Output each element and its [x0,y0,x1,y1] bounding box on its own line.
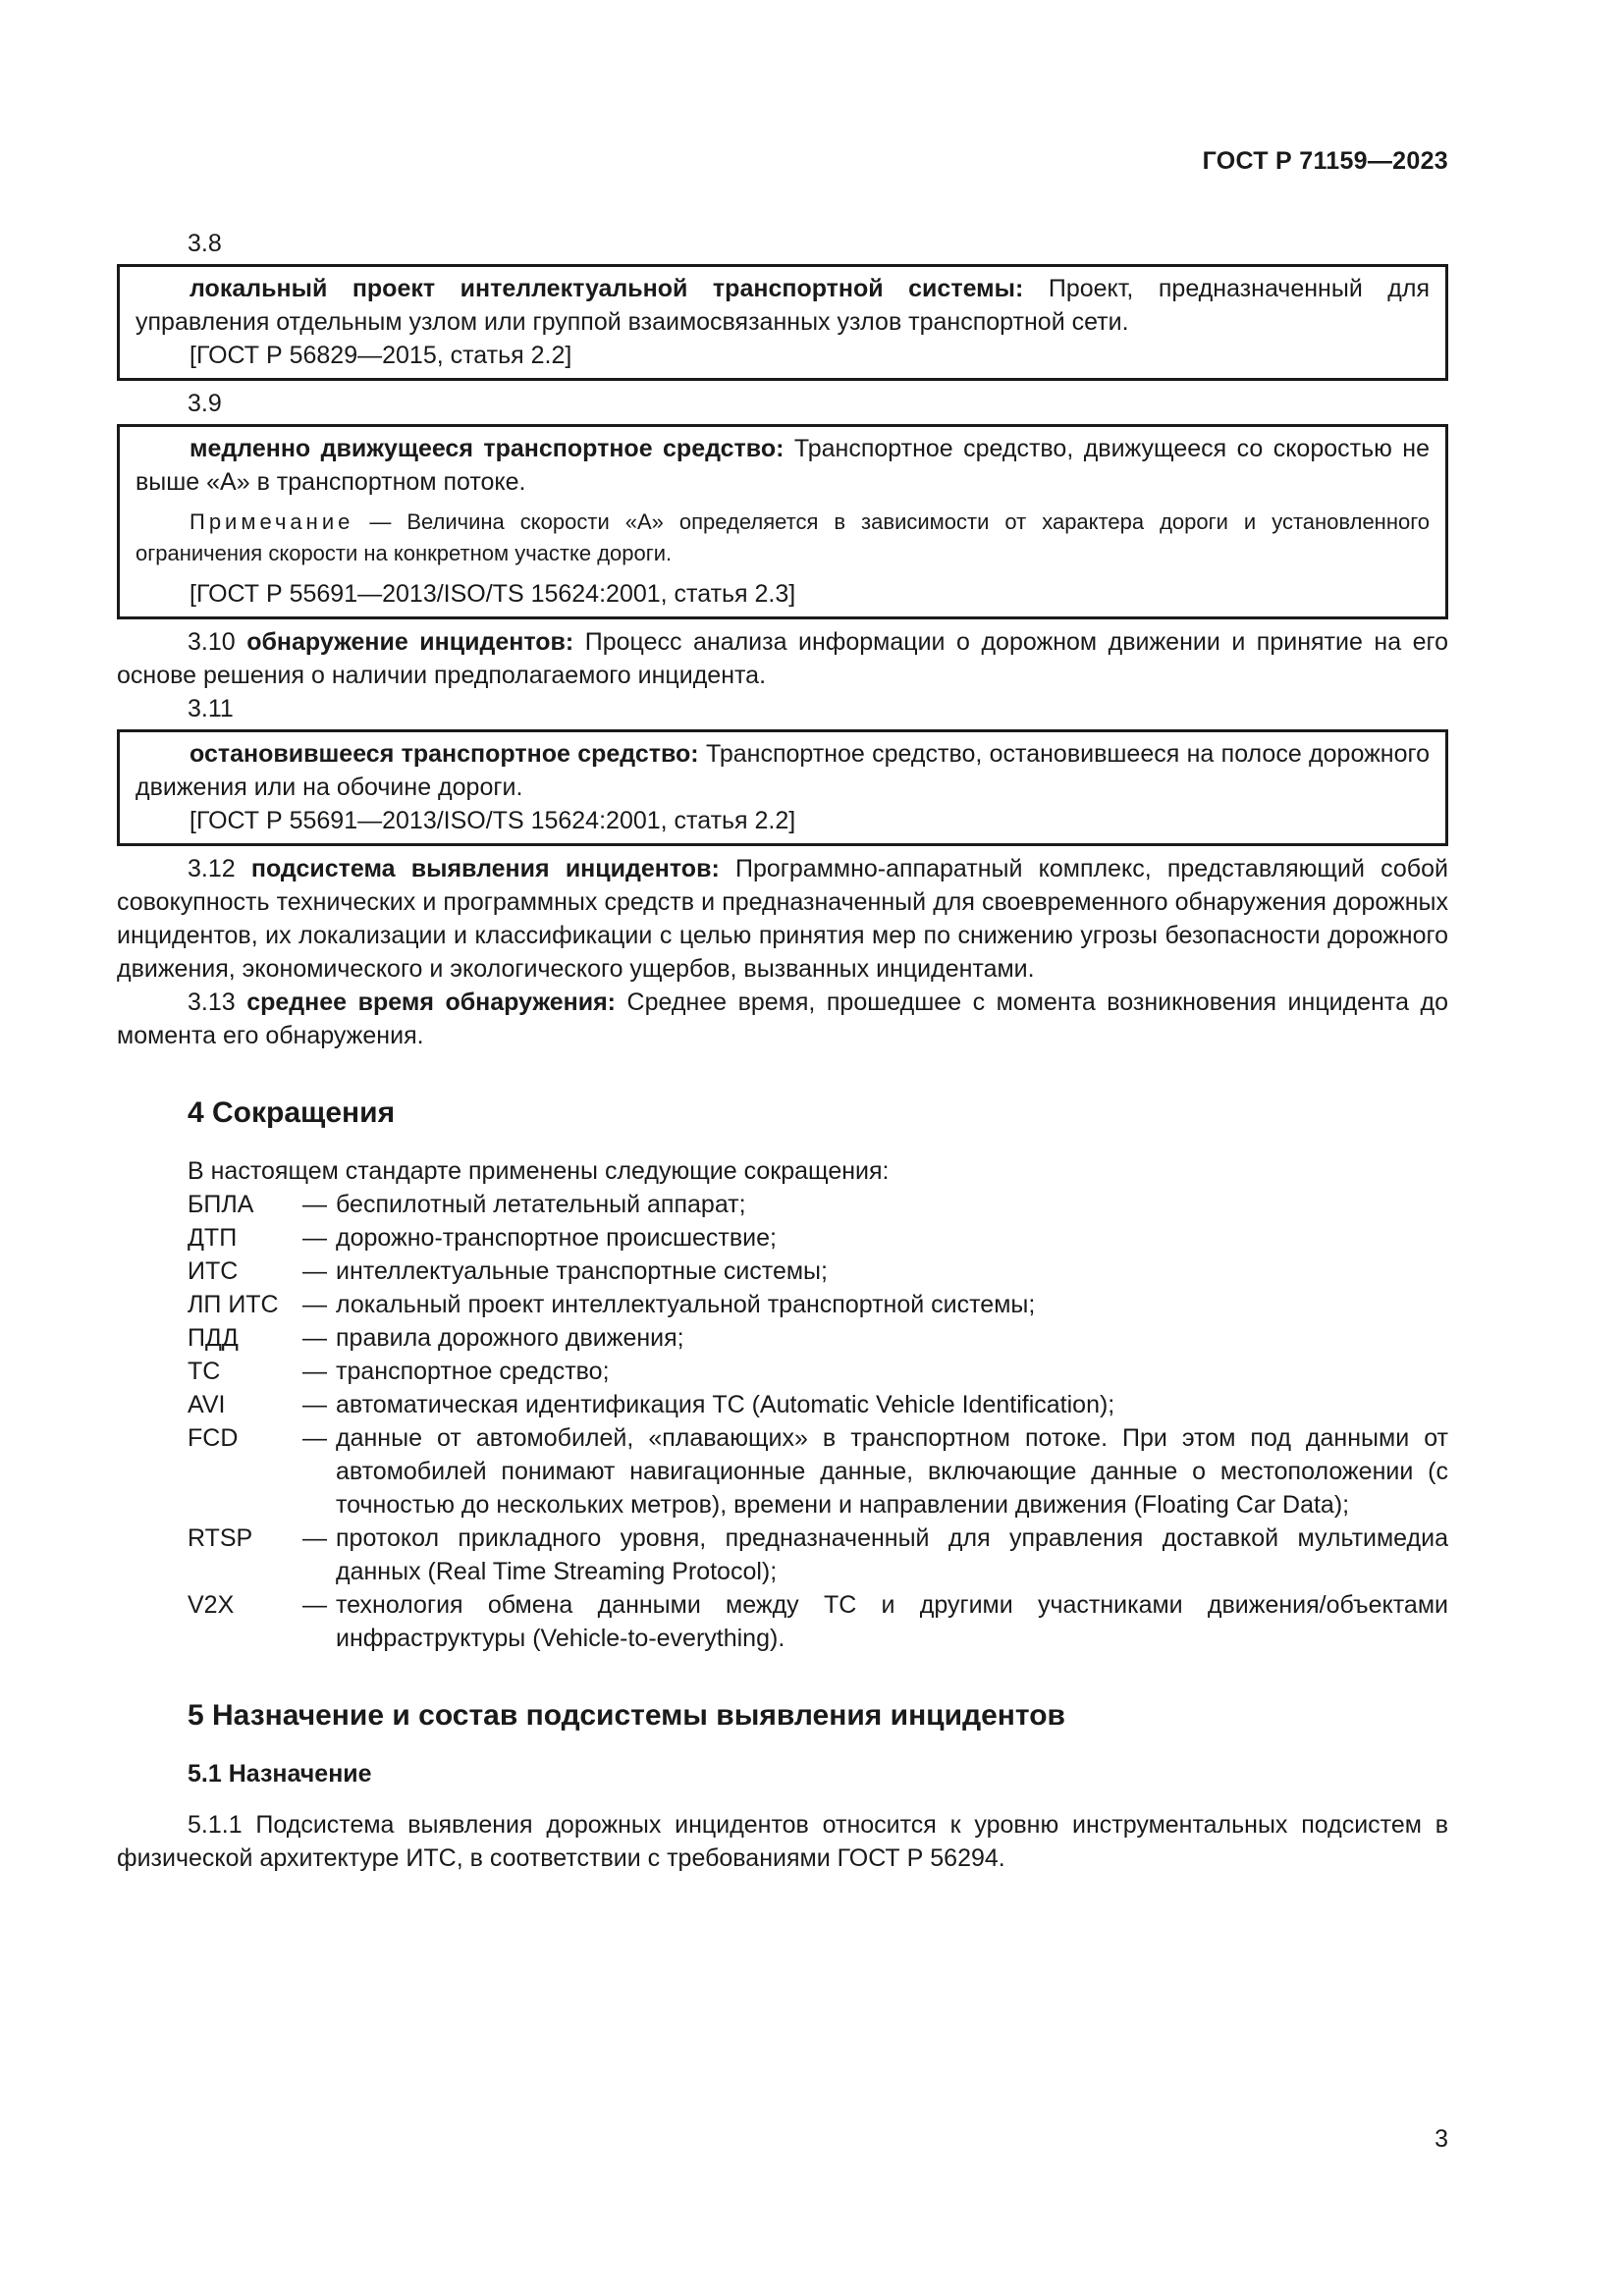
term-definition-paragraph [135,737,1430,804]
term-name: остановившееся транспортное средство: [189,740,699,768]
abbreviation-definition: данные от автомобилей, «плавающих» в транспортном потоке. При этом под данными от автомобилей понимают навигационные данные, включающие данные о местоположении (с точностью до нескольких метров), времени и направлении движения (Floating Car Data); [336,1424,1448,1519]
term-source: [ГОСТ Р 55691—2013/ISO/TS 15624:2001, статья 2.2] [189,807,796,834]
term-note [135,507,1430,569]
abbreviation-dash: — [302,1224,327,1252]
section-heading: 4 Сокращения [188,1096,396,1129]
abbreviation-term: AVI [188,1391,226,1418]
abbreviation-term: ТС [188,1358,221,1385]
term-paragraph [117,852,1448,986]
abbreviation-term: БПЛА [188,1191,254,1218]
abbreviation-dash: — [302,1591,327,1619]
abbreviation-item [117,1255,1448,1288]
abbreviation-definition: дорожно-транспортное происшествие; [336,1224,777,1252]
term-number: 3.12 [188,855,236,882]
abbreviation-item [117,1355,1448,1388]
term-box [117,424,1448,619]
term-name: обнаружение инцидентов: [246,628,574,656]
abbreviation-term: ИТС [188,1257,239,1285]
abbreviation-item [117,1421,1448,1522]
term-paragraph [117,986,1448,1052]
abbreviation-dash: — [302,1424,327,1452]
term-paragraph [117,625,1448,692]
term-definition: Проект, предназначенный для управления отдельным узлом или группой взаимосвязанных узлов транспортной сети. [135,275,1431,336]
term-definition: Среднее время, прошедшее с момента возникновения инцидента до момента его обнаружения. [117,988,1448,1049]
document-code-header: ГОСТ Р 71159—2023 [1202,147,1448,175]
abbreviation-item [117,1522,1448,1588]
abbreviation-definition: транспортное средство; [336,1358,610,1385]
term-definition-paragraph [135,432,1430,499]
abbreviation-dash: — [302,1524,327,1552]
abbreviation-dash: — [302,1191,327,1218]
note-text: — Величина скорости «А» определяется в зависимости от характера дороги и установленного ограничения скорости на конкретном участке дороги. [135,509,1430,565]
subsection-heading: 5.1 Назначение [188,1760,372,1788]
term-number: 3.13 [188,988,236,1016]
term-number: 3.10 [188,628,236,656]
section-paragraph [117,1808,1448,1875]
abbreviation-term: ЛП ИТС [188,1291,279,1318]
term-definition: Транспортное средство, остановившееся на полосе дорожного движения или на обочине дороги. [135,740,1430,801]
term-name: локальный проект интеллектуальной транспортной системы: [189,275,1024,302]
abbreviation-dash: — [302,1358,327,1385]
note-label: Примечание [189,509,354,534]
page-number: 3 [1435,2125,1448,2153]
abbreviation-definition: автоматическая идентификация ТС (Automatic Vehicle Identification); [336,1391,1115,1418]
term-name: медленно движущееся транспортное средство: [189,435,785,462]
abbreviation-item [117,1221,1448,1255]
abbreviation-item [117,1321,1448,1355]
abbreviation-term: V2X [188,1591,235,1619]
abbreviation-term: FCD [188,1424,239,1452]
abbreviation-term: ПДД [188,1324,239,1352]
abbreviation-item [117,1188,1448,1221]
page-content [117,224,1448,1875]
term-source: [ГОСТ Р 56829—2015, статья 2.2] [189,342,572,369]
abbreviation-dash: — [302,1391,327,1418]
section-intro: В настоящем стандарте применены следующие сокращения: [188,1157,890,1185]
abbreviation-term: ДТП [188,1224,238,1252]
abbreviation-dash: — [302,1291,327,1318]
term-number: 3.9 [188,390,222,417]
abbreviation-definition: беспилотный летательный аппарат; [336,1191,746,1218]
paragraph-number: 5.1.1 [188,1811,243,1839]
abbreviation-definition: технология обмена данными между ТС и другими участниками движения/объектами инфраструктуры (Vehicle-to-everything). [336,1591,1448,1652]
paragraph-text: Подсистема выявления дорожных инцидентов относится к уровню инструментальных подсистем в физической архитектуре ИТС, в соответствии с требованиями ГОСТ Р 56294. [117,1811,1448,1872]
term-number: 3.11 [188,695,234,722]
abbreviation-definition: правила дорожного движения; [336,1324,684,1352]
abbreviation-item [117,1388,1448,1421]
term-number: 3.8 [188,230,222,257]
abbreviation-definition: протокол прикладного уровня, предназначенный для управления доставкой мультимедиа данных (Real Time Streaming Protocol); [336,1524,1448,1585]
term-box [117,264,1448,381]
section-heading: 5 Назначение и состав подсистемы выявления инцидентов [188,1699,1065,1732]
term-definition: Транспортное средство, движущееся со скоростью не выше «А» в транспортном потоке. [135,435,1430,496]
term-definition: Программно-аппаратный комплекс, представляющий собой совокупность технических и программных средств и предназначенный для своевременного обнаружения дорожных инцидентов, их локализации и классификации с целью принятия мер по снижению угрозы безопасности дорожного движения, экономического и экологического ущербов, вызванных инцидентами. [117,855,1448,983]
abbreviation-term: RTSP [188,1524,253,1552]
abbreviation-list [117,1188,1448,1655]
abbreviation-definition: интеллектуальные транспортные системы; [336,1257,828,1285]
term-name: среднее время обнаружения: [246,988,616,1016]
term-definition: Процесс анализа информации о дорожном движении и принятие на его основе решения о наличии предполагаемого инцидента. [117,628,1448,689]
term-box [117,729,1448,846]
term-name: подсистема выявления инцидентов: [250,855,720,882]
abbreviation-item [117,1288,1448,1321]
term-definition-paragraph [135,272,1430,339]
abbreviation-dash: — [302,1324,327,1352]
abbreviation-definition: локальный проект интеллектуальной транспортной системы; [336,1291,1036,1318]
term-source: [ГОСТ Р 55691—2013/ISO/TS 15624:2001, статья 2.3] [189,580,796,608]
abbreviation-dash: — [302,1257,327,1285]
abbreviation-item [117,1588,1448,1655]
